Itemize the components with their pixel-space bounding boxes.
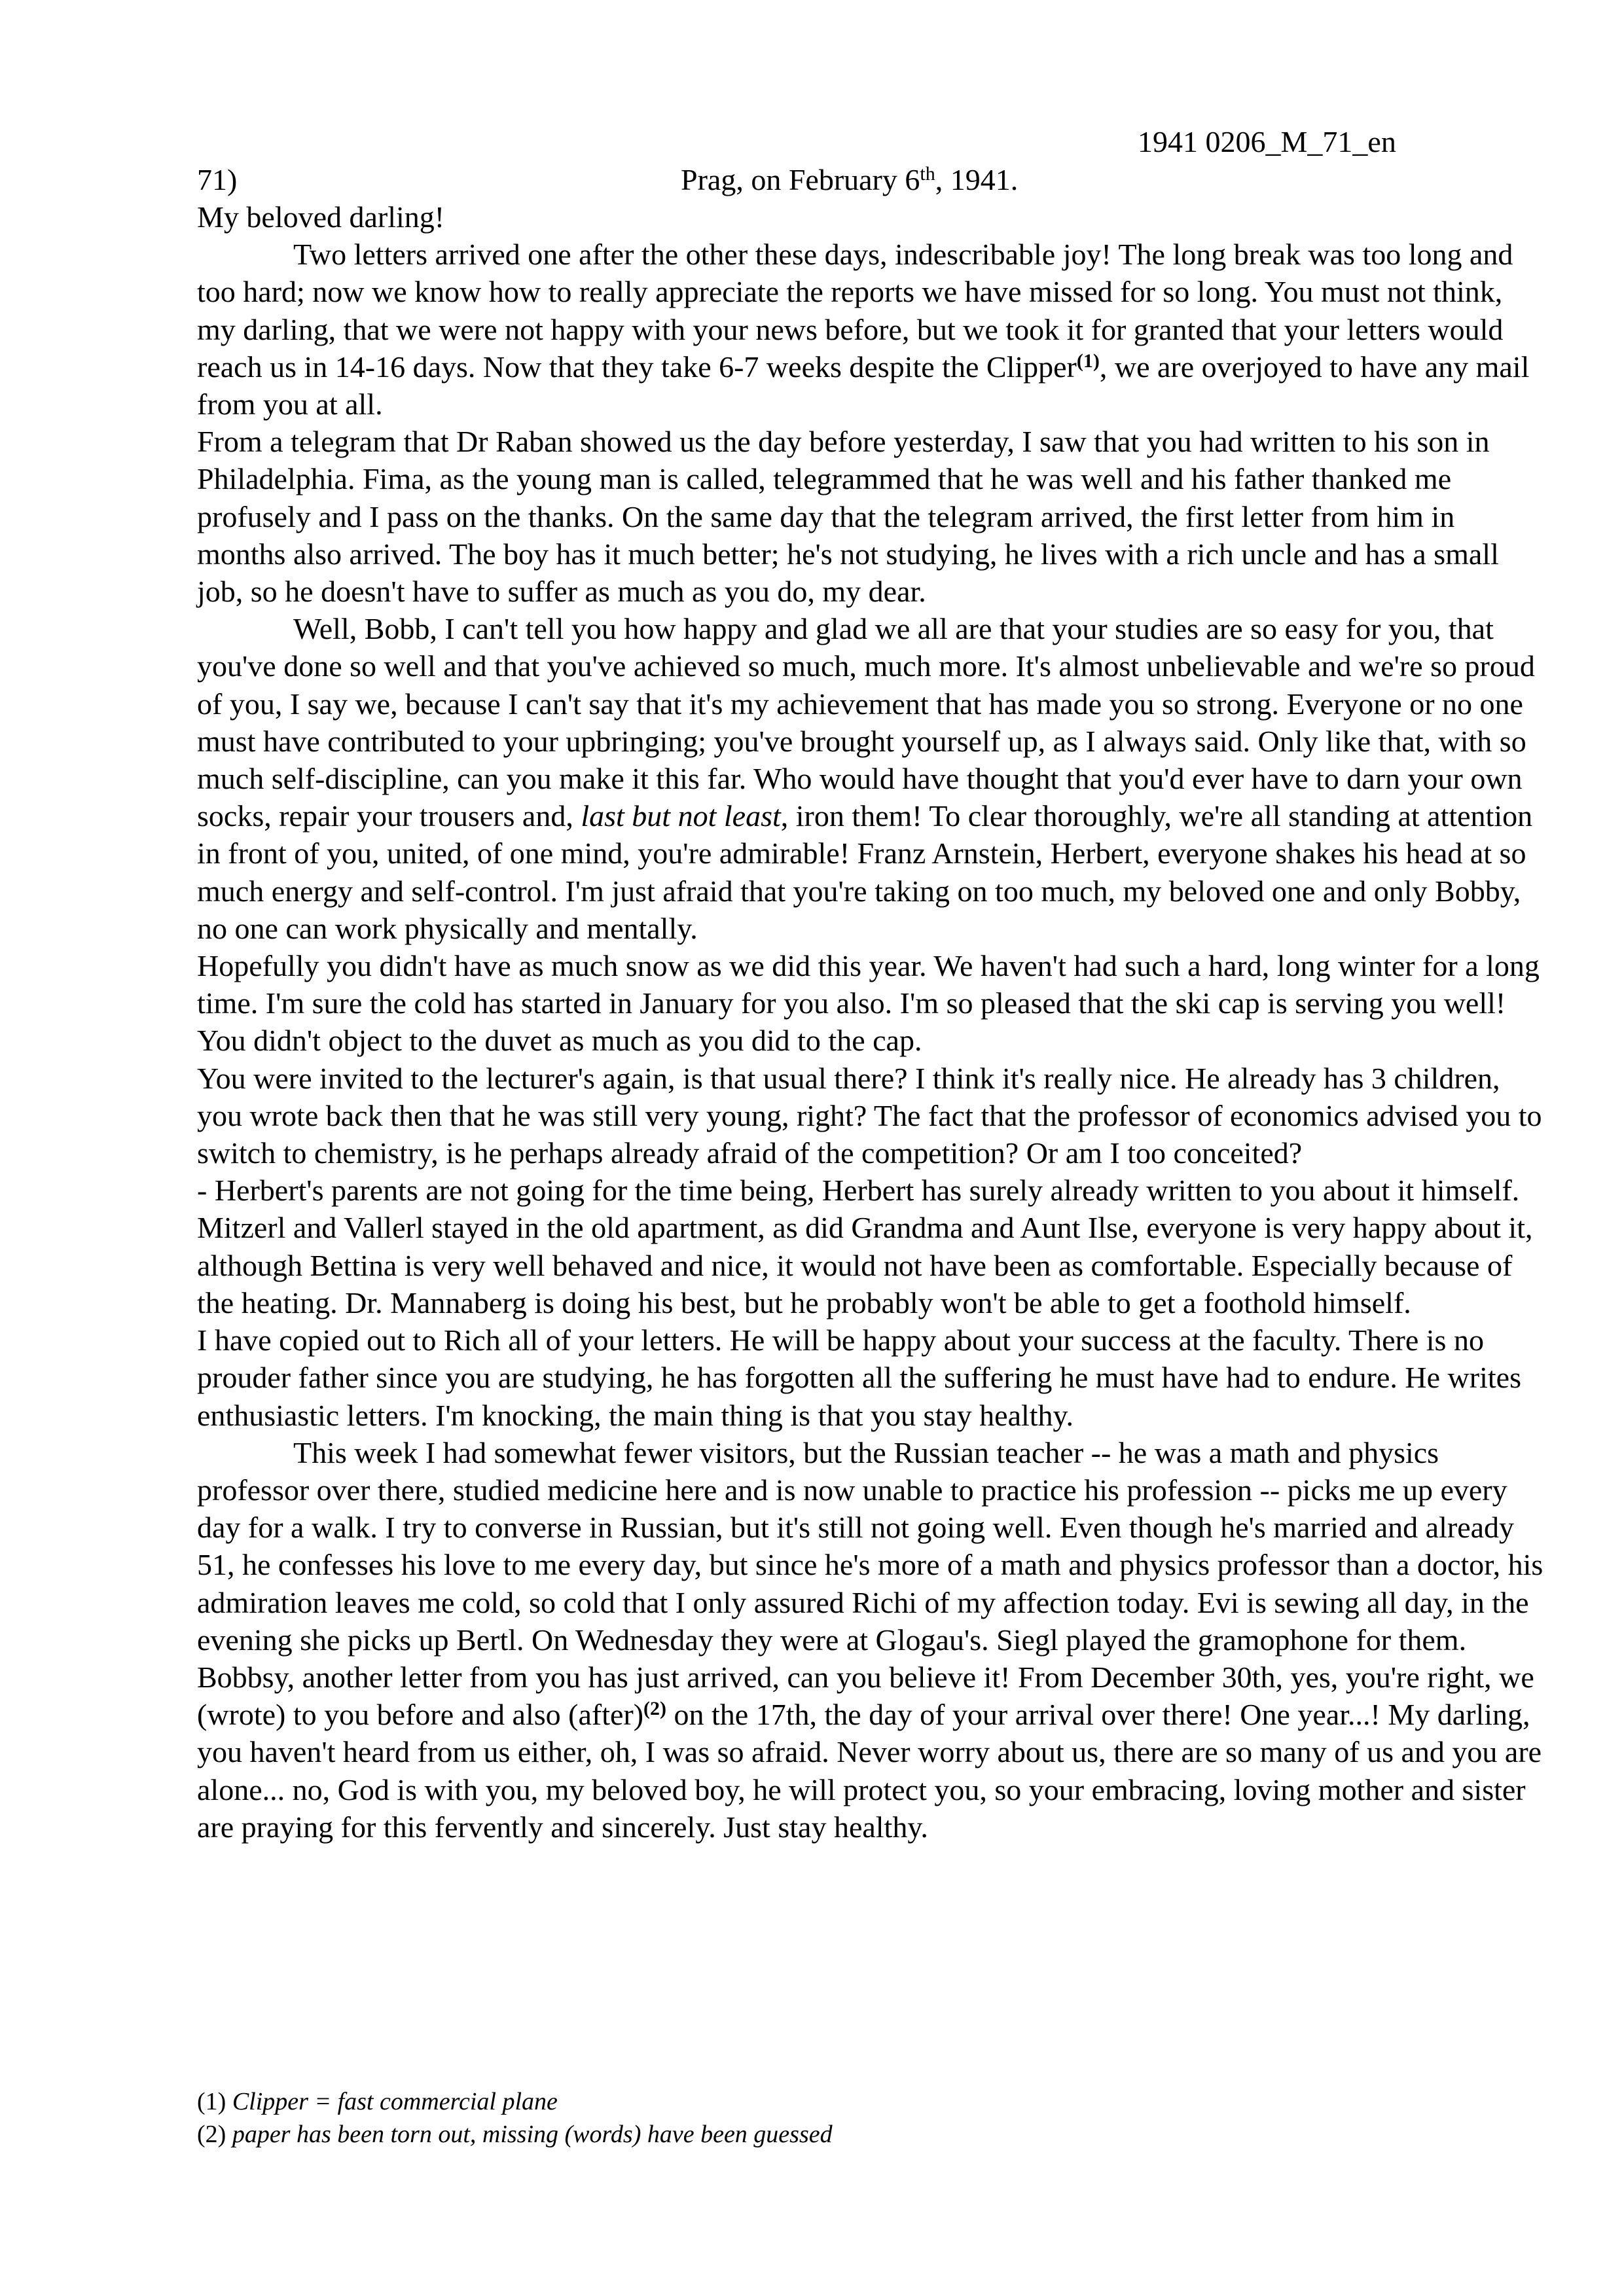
paragraph-1-text-b: , we are overjoyed to have any mail from you at all. — [197, 350, 1530, 422]
paragraph-6: - Herbert's parents are not going for the time being, Herbert has surely already written to you about it himself. Mitzerl and Vallerl stayed in the old apartment, as did Grandma and Aunt Ilse, everyone is very happy about it, although Bettina is very well behaved and nice, it would not have been as comfortable. Especially because of the heating. Dr. Mannaberg is doing his best, but he probably won't be able to get a foothold himself. — [197, 1174, 1533, 1319]
letter-number: 71) — [197, 163, 238, 196]
footnote-1-marker: (1) — [197, 2088, 232, 2115]
footnote-ref-2: (2) — [643, 1698, 667, 1720]
paragraph-1-text-a: Two letters arrived one after the other these days, indescribable joy! The long break was too long and too hard; now we know how to really appreciate the reports we have missed for so long. You must not think, my darling, that we were not happy with your news before, but we took it for granted that your letters would reach us in 14-16 days. Now that they take 6-7 weeks despite the Clipper — [197, 238, 1513, 384]
document-id: 1941 0206_M_71_en — [1138, 125, 1396, 158]
footnote-ref-1: (1) — [1076, 350, 1100, 372]
paragraph-3-text-a: Well, Bobb, I can't tell you how happy and glad we all are that your studies are so easy for you, that you've done so well and that you've achieved so much, much more. It's almost unbelievable and we're so proud of you, I say we, because I can't say that it's my achievement that has made you so strong. Everyone or no one must have contributed to your upbringing; you've brought yourself up, as I always said. Only like that, with so much self-discipline, can you make it this far. Who would have thought that you'd ever have to darn your own socks, repair your trousers and, — [197, 612, 1535, 833]
dateline — [681, 161, 1018, 198]
dateline-ordinal: th — [920, 163, 935, 185]
paragraph-3-emphasis: last but not least — [581, 799, 781, 833]
letter-body — [197, 198, 1545, 1846]
footnote-2-marker: (2) — [197, 2121, 232, 2148]
footnote-2 — [197, 2118, 1545, 2151]
letter-header — [197, 161, 1545, 200]
footnote-1-text: Clipper = fast commercial plane — [232, 2088, 558, 2115]
footnote-2-text: paper has been torn out, missing (words) have been guessed — [232, 2121, 833, 2148]
paragraph-4: Hopefully you didn't have as much snow as we did this year. We haven't had such a hard, long winter for a long time. I'm sure the cold has started in January for you also. I'm so pleased that the ski cap is serving you well! You didn't object to the duvet as much as you did to the cap. — [197, 949, 1540, 1058]
paragraph-5: You were invited to the lecturer's again, is that usual there? I think it's really nice. He already has 3 children, you wrote back then that he was still very young, right? The fact that the professor of economics advised you to switch to chemistry, is he perhaps already afraid of the competition? Or am I too conceited? — [197, 1061, 1542, 1170]
salutation: My beloved darling! — [197, 200, 445, 234]
paragraph-8: This week I had somewhat fewer visitors, but the Russian teacher -- he was a math and physics professor over there, studied medicine here and is now unable to practice his profession -- picks me up every day for a walk. I try to converse in Russian, but it's still not going well. Even though he's married and already 51, he confesses his love to me every day, but since he's more of a math and physics professor than a doctor, his admiration leaves me cold, so cold that I only assured Richi of my affection today. Evi is sewing all day, in the evening she picks up Bertl. On Wednesday they were at Glogau's. Siegl played the gramophone for them. — [197, 1435, 1543, 1657]
paragraph-3 — [197, 610, 1545, 947]
paragraph-7: I have copied out to Rich all of your letters. He will be happy about your success at the faculty. There is no prouder father since you are studying, he has forgotten all the suffering he must have had to endure. He writes enthusiastic letters. I'm knocking, the main thing is that you stay healthy. — [197, 1323, 1521, 1432]
footnote-1 — [197, 2085, 1545, 2118]
paragraph-3-text-b: , iron them! To clear thoroughly, we're all standing at attention in front of you, united, of one mind, you're admirable! Franz Arnstein, Herbert, everyone shakes his head at so much energy and self-control. I'm just afraid that you're taking on too much, my beloved one and only Bobby, no one can work physically and mentally. — [197, 799, 1533, 945]
dateline-suffix: , 1941. — [935, 163, 1019, 196]
paragraph-1 — [197, 236, 1545, 423]
paragraph-9-text-a: Bobbsy, another letter from you has just arrived, can you believe it! From December 30th, yes, you're right, we (wrote) to you before and also (after) — [197, 1660, 1534, 1732]
paragraph-2: From a telegram that Dr Raban showed us the day before yesterday, I saw that you had written to his son in Philadelphia. Fima, as the young man is called, telegrammed that he was well and his father thanked me profusely and I pass on the thanks. On the same day that the telegram arrived, the first letter from him in months also arrived. The boy has it much better; he's not studying, he lives with a rich uncle and has a small job, so he doesn't have to suffer as much as you do, my dear. — [197, 425, 1499, 609]
paragraph-9 — [197, 1659, 1545, 1846]
paragraph-9-text-b: on the 17th, the day of your arrival over there! One year...! My darling, you haven't heard from us either, oh, I was so afraid. Never worry about us, there are so many of us and you are alone... no, God is with you, my beloved boy, he will protect you, so your embracing, loving mother and sister are praying for this fervently and sincerely. Just stay healthy. — [197, 1698, 1542, 1844]
dateline-prefix: Prag, on February 6 — [681, 163, 920, 196]
footnotes — [197, 2085, 1545, 2151]
